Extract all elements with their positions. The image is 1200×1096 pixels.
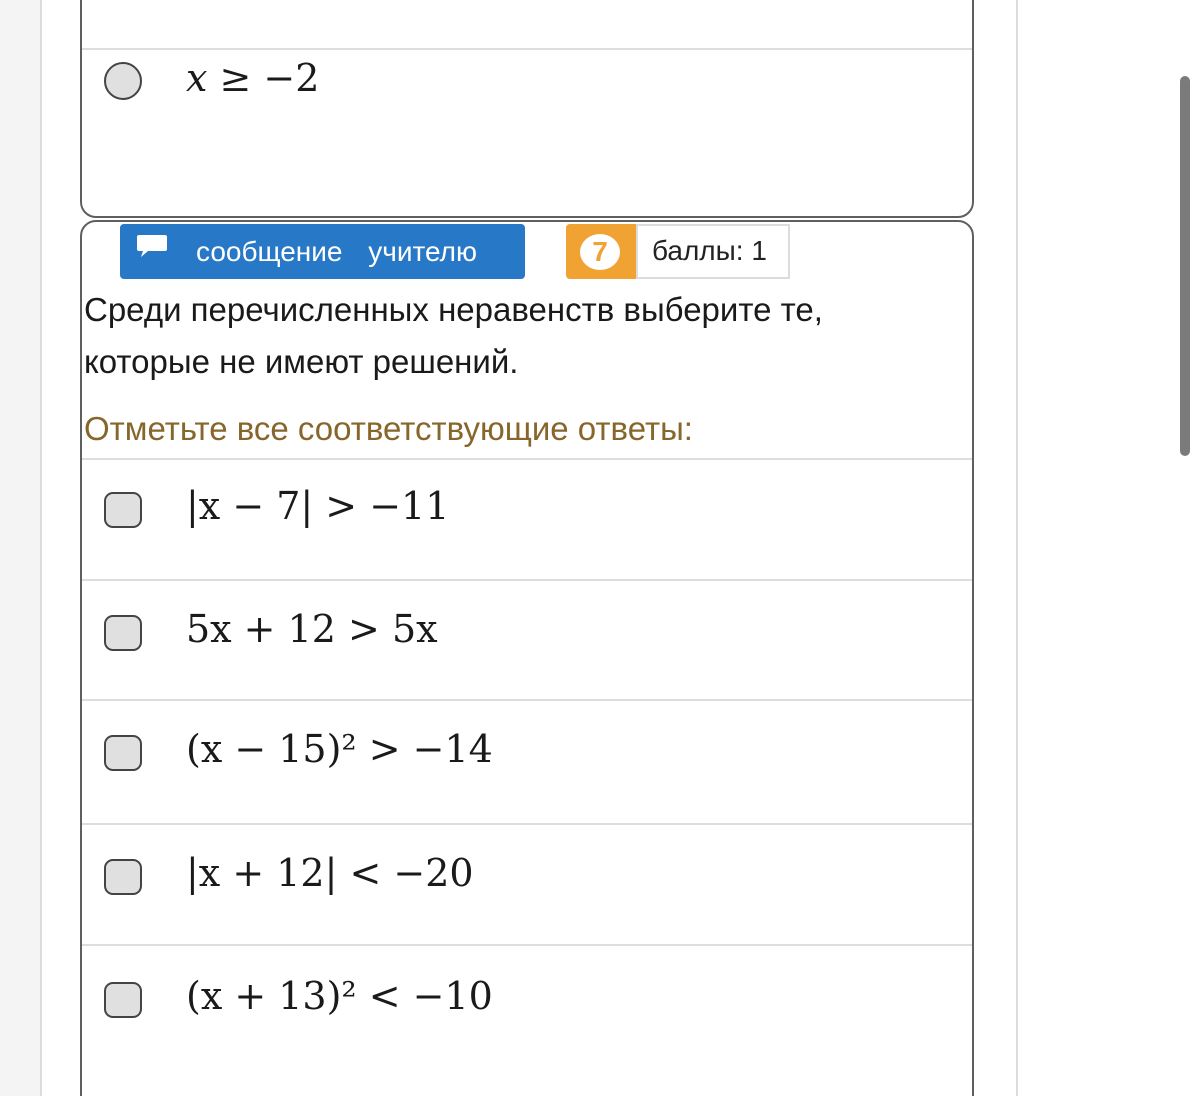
checkbox[interactable] [104,492,142,528]
right-gutter-divider [1016,0,1018,1096]
question-text: Среди перечисленных неравенств выберите те, которые не имеют решений. [84,291,823,380]
checkbox-option-1[interactable] [82,460,972,580]
checkbox-option-4[interactable] [82,825,972,945]
message-teacher-label: сообщение учителю [196,236,477,267]
option-math: (x − 15)² > −14 [186,727,493,771]
radio-button[interactable] [104,62,142,100]
option-math: 5x + 12 > 5x [186,607,438,651]
instruction-text: Отметьте все соответствующие ответы: [84,410,693,447]
radio-button-partial[interactable] [102,0,138,4]
checkbox[interactable] [104,859,142,895]
speech-bubble-icon [136,234,168,258]
checkbox[interactable] [104,735,142,771]
checkbox[interactable] [104,615,142,651]
question-card [80,220,974,1096]
checkbox[interactable] [104,982,142,1018]
checkbox-option-3[interactable] [82,701,972,821]
previous-question-card [80,0,974,218]
option-math: |x − 7| > −11 [186,484,450,528]
scrollbar[interactable] [1180,76,1190,456]
math-expression: ≥ −2 [207,56,320,100]
question-number-badge [566,224,636,279]
left-gutter [0,0,42,1096]
message-teacher-button[interactable] [120,224,525,279]
points-label: баллы: 1 [636,224,790,279]
option-math: (x + 13)² < −10 [186,974,493,1018]
math-variable: x [186,56,208,100]
radio-option[interactable] [82,50,972,170]
checkbox-option-2[interactable] [82,581,972,701]
option-math [186,56,319,100]
checkbox-option-5[interactable] [82,946,972,1066]
option-math: |x + 12| < −20 [186,851,474,895]
question-number: 7 [580,234,620,270]
